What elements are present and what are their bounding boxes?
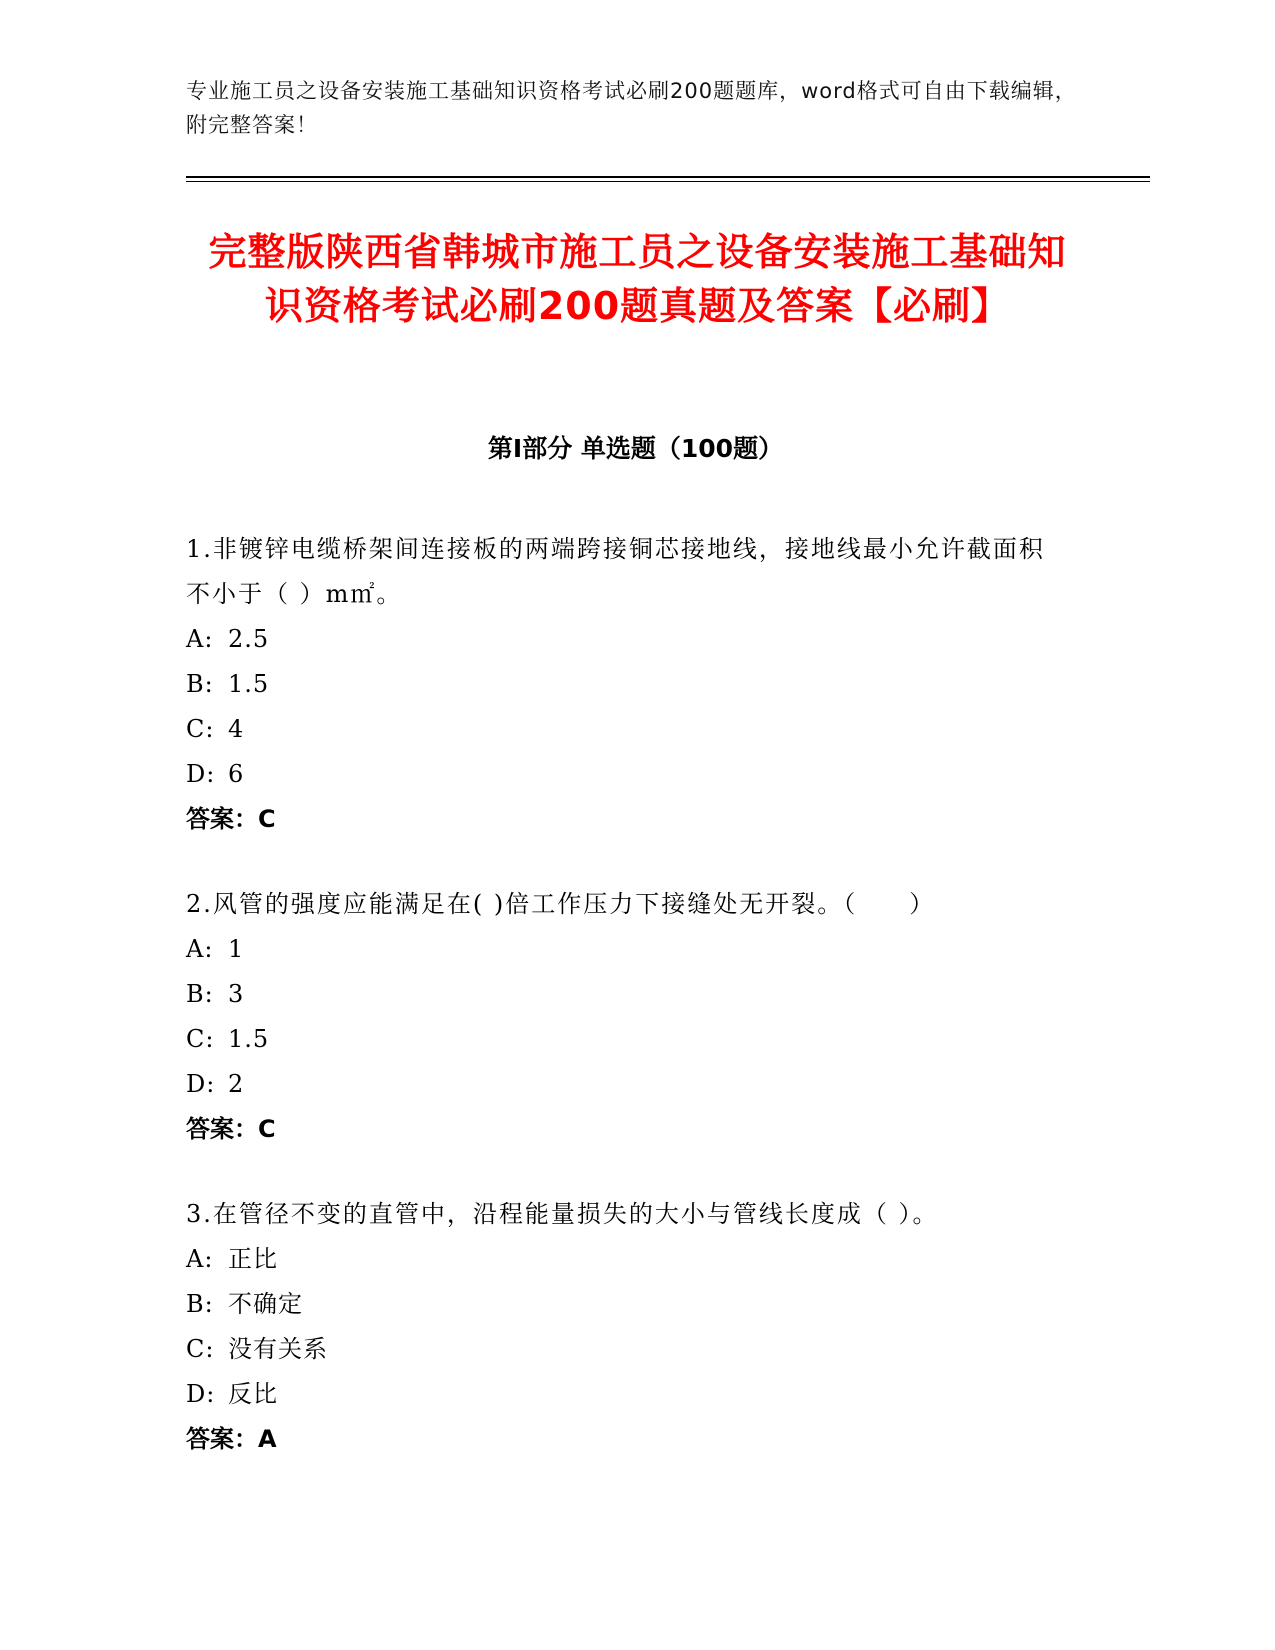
option-letter: C: [186, 715, 215, 743]
answer-line: 答案：C [186, 805, 276, 833]
option-letter: A: [186, 1245, 214, 1273]
option-letter: A: [186, 625, 214, 653]
option-text: 6 [228, 760, 245, 788]
option-c [186, 1017, 1066, 1062]
option-letter: C: [186, 1025, 215, 1053]
option-c [186, 1327, 1066, 1372]
option-d [186, 752, 1066, 797]
option-text: 没有关系 [228, 1335, 328, 1363]
option-text: 1.5 [228, 1025, 270, 1053]
option-letter: A: [186, 935, 214, 963]
option-letter: B: [186, 670, 214, 698]
option-text: 3 [228, 980, 245, 1008]
option-text: 1 [228, 935, 245, 963]
document-title: 完整版陕西省韩城市施工员之设备安装施工基础知识资格考试必刷200题真题及答案【必刷】 [208, 230, 1067, 328]
option-text: 2 [228, 1070, 245, 1098]
option-letter: D: [186, 760, 216, 788]
question-list [186, 527, 1066, 1502]
option-b [186, 1282, 1066, 1327]
option-b [186, 662, 1066, 707]
option-letter: C: [186, 1335, 215, 1363]
answer-line: 答案：A [186, 1425, 277, 1453]
option-b [186, 972, 1066, 1017]
option-text: 正比 [228, 1245, 278, 1273]
option-a [186, 617, 1066, 662]
option-letter: B: [186, 1290, 214, 1318]
question-3 [186, 1192, 1066, 1462]
header-note: 专业施工员之设备安装施工基础知识资格考试必刷200题题库，word格式可自由下载编辑，附完整答案！ [186, 79, 1077, 137]
option-text: 2.5 [228, 625, 270, 653]
question-stem: 1.非镀锌电缆桥架间连接板的两端跨接铜芯接地线，接地线最小允许截面积不小于（ ）m㎡。 [186, 535, 1045, 608]
option-text: 反比 [228, 1380, 278, 1408]
header-rule-thick [186, 176, 1150, 178]
answer-line: 答案：C [186, 1115, 276, 1143]
option-c [186, 707, 1066, 752]
header-rule-thin [186, 181, 1150, 182]
option-letter: D: [186, 1070, 216, 1098]
option-text: 1.5 [228, 670, 270, 698]
option-d [186, 1062, 1066, 1107]
question-2 [186, 882, 1066, 1152]
option-a [186, 927, 1066, 972]
option-letter: D: [186, 1380, 216, 1408]
option-a [186, 1237, 1066, 1282]
option-text: 不确定 [228, 1290, 303, 1318]
option-letter: B: [186, 980, 214, 1008]
section-title: 第Ⅰ部分 单选题（100题） [487, 434, 784, 463]
option-text: 4 [228, 715, 245, 743]
question-1 [186, 527, 1066, 842]
question-stem: 3.在管径不变的直管中，沿程能量损失的大小与管线长度成（ ）。 [186, 1200, 939, 1228]
question-stem: 2.风管的强度应能满足在( )倍工作压力下接缝处无开裂。（ ） [186, 890, 936, 918]
option-d [186, 1372, 1066, 1417]
